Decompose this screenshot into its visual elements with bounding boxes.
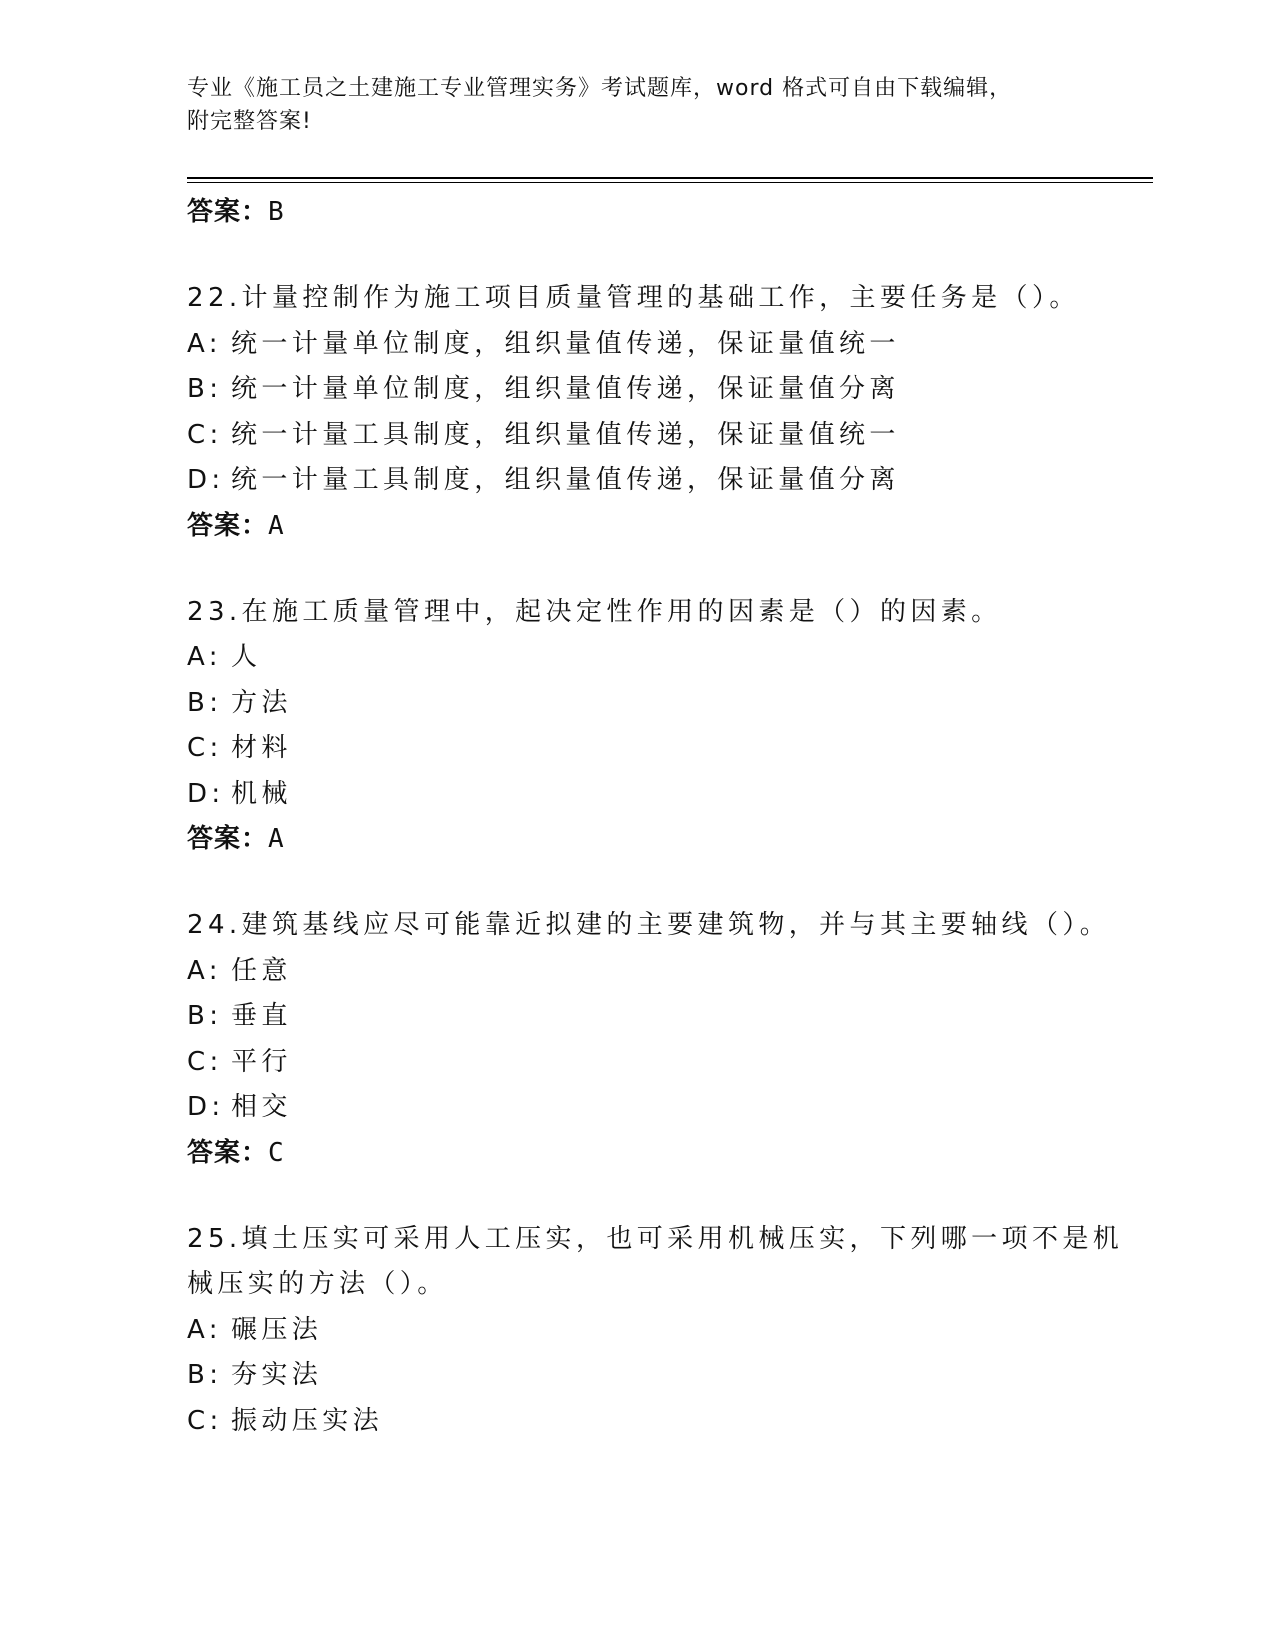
option-c	[187, 726, 1127, 772]
header-divider-thick	[187, 177, 1153, 179]
option-letter: C:	[187, 733, 223, 763]
option-letter: B:	[187, 687, 223, 718]
document-header	[187, 72, 1087, 138]
option-text: 垂直	[231, 1001, 292, 1031]
option-c	[187, 1399, 1127, 1445]
question-stem: 24.建筑基线应尽可能靠近拟建的主要建筑物，并与其主要轴线（）。	[187, 910, 1111, 940]
question-block	[187, 1217, 1127, 1445]
question-block	[187, 590, 1127, 862]
option-text: 振动压实法	[231, 1405, 384, 1436]
option-a	[187, 949, 1127, 995]
option-letter: A:	[187, 328, 222, 359]
header-line-1: 专业《施工员之土建施工专业管理实务》考试题库，word 格式可自由下载编辑，	[187, 76, 1013, 101]
option-d	[187, 772, 1127, 818]
option-letter: C:	[187, 1046, 223, 1077]
spacer	[187, 1175, 1127, 1217]
previous-answer	[187, 190, 1127, 234]
option-a	[187, 635, 1127, 681]
question-list	[187, 190, 1127, 1444]
option-text: 人	[231, 642, 262, 672]
option-text: 任意	[231, 955, 292, 986]
option-a	[187, 1308, 1127, 1354]
option-letter: C:	[187, 1405, 223, 1436]
option-b	[187, 994, 1127, 1040]
option-b	[187, 367, 1127, 413]
answer-key: A	[268, 824, 285, 854]
answer-label: 答案：	[187, 1137, 269, 1168]
option-text: 统一计量单位制度，组织量值传递，保证量值统一	[231, 328, 900, 359]
option-text: 平行	[231, 1046, 292, 1077]
question-answer	[187, 1131, 1127, 1175]
answer-label: 答案：	[187, 824, 269, 854]
option-letter: A:	[187, 642, 222, 672]
option-text: 统一计量工具制度，组织量值传递，保证量值统一	[231, 419, 900, 450]
option-letter: D:	[187, 778, 225, 809]
spacer	[187, 861, 1127, 903]
option-letter: C:	[187, 419, 223, 450]
option-letter: B:	[187, 1001, 223, 1031]
option-text: 方法	[231, 687, 292, 718]
option-b	[187, 681, 1127, 727]
question-stem: 22.计量控制作为施工项目质量管理的基础工作，主要任务是（）。	[187, 283, 1080, 313]
option-letter: D:	[187, 465, 225, 495]
option-text: 机械	[231, 778, 292, 809]
question-stem: 23.在施工质量管理中，起决定性作用的因素是（）的因素。	[187, 596, 1002, 627]
option-b	[187, 1353, 1127, 1399]
question-stem-line-2: 械压实的方法（）。	[187, 1269, 448, 1299]
header-divider-thin	[187, 182, 1153, 183]
question-answer	[187, 817, 1127, 861]
option-text: 统一计量单位制度，组织量值传递，保证量值分离	[231, 374, 900, 404]
question-answer	[187, 504, 1127, 548]
option-c	[187, 1040, 1127, 1086]
option-text: 碾压法	[231, 1314, 323, 1345]
spacer	[187, 548, 1127, 590]
option-a	[187, 322, 1127, 368]
option-text: 夯实法	[231, 1360, 323, 1390]
answer-key: A	[268, 510, 285, 541]
option-letter: D:	[187, 1092, 225, 1122]
question-stem-line-1: 25.填土压实可采用人工压实，也可采用机械压实，下列哪一项不是机	[187, 1223, 1124, 1254]
option-text: 相交	[231, 1092, 292, 1122]
question-block	[187, 276, 1127, 548]
option-letter: B:	[187, 1360, 223, 1390]
header-line-2: 附完整答案!	[187, 109, 312, 134]
option-letter: A:	[187, 955, 222, 986]
spacer	[187, 234, 1127, 276]
option-c	[187, 413, 1127, 459]
question-block	[187, 903, 1127, 1175]
option-text: 统一计量工具制度，组织量值传递，保证量值分离	[231, 465, 900, 495]
option-d	[187, 1085, 1127, 1131]
answer-label: 答案：	[187, 510, 269, 541]
option-d	[187, 458, 1127, 504]
option-letter: A:	[187, 1314, 222, 1345]
answer-label: 答案：	[187, 197, 269, 227]
option-text: 材料	[231, 733, 292, 763]
answer-key: C	[268, 1137, 285, 1168]
option-letter: B:	[187, 374, 223, 404]
answer-key: B	[268, 197, 285, 227]
